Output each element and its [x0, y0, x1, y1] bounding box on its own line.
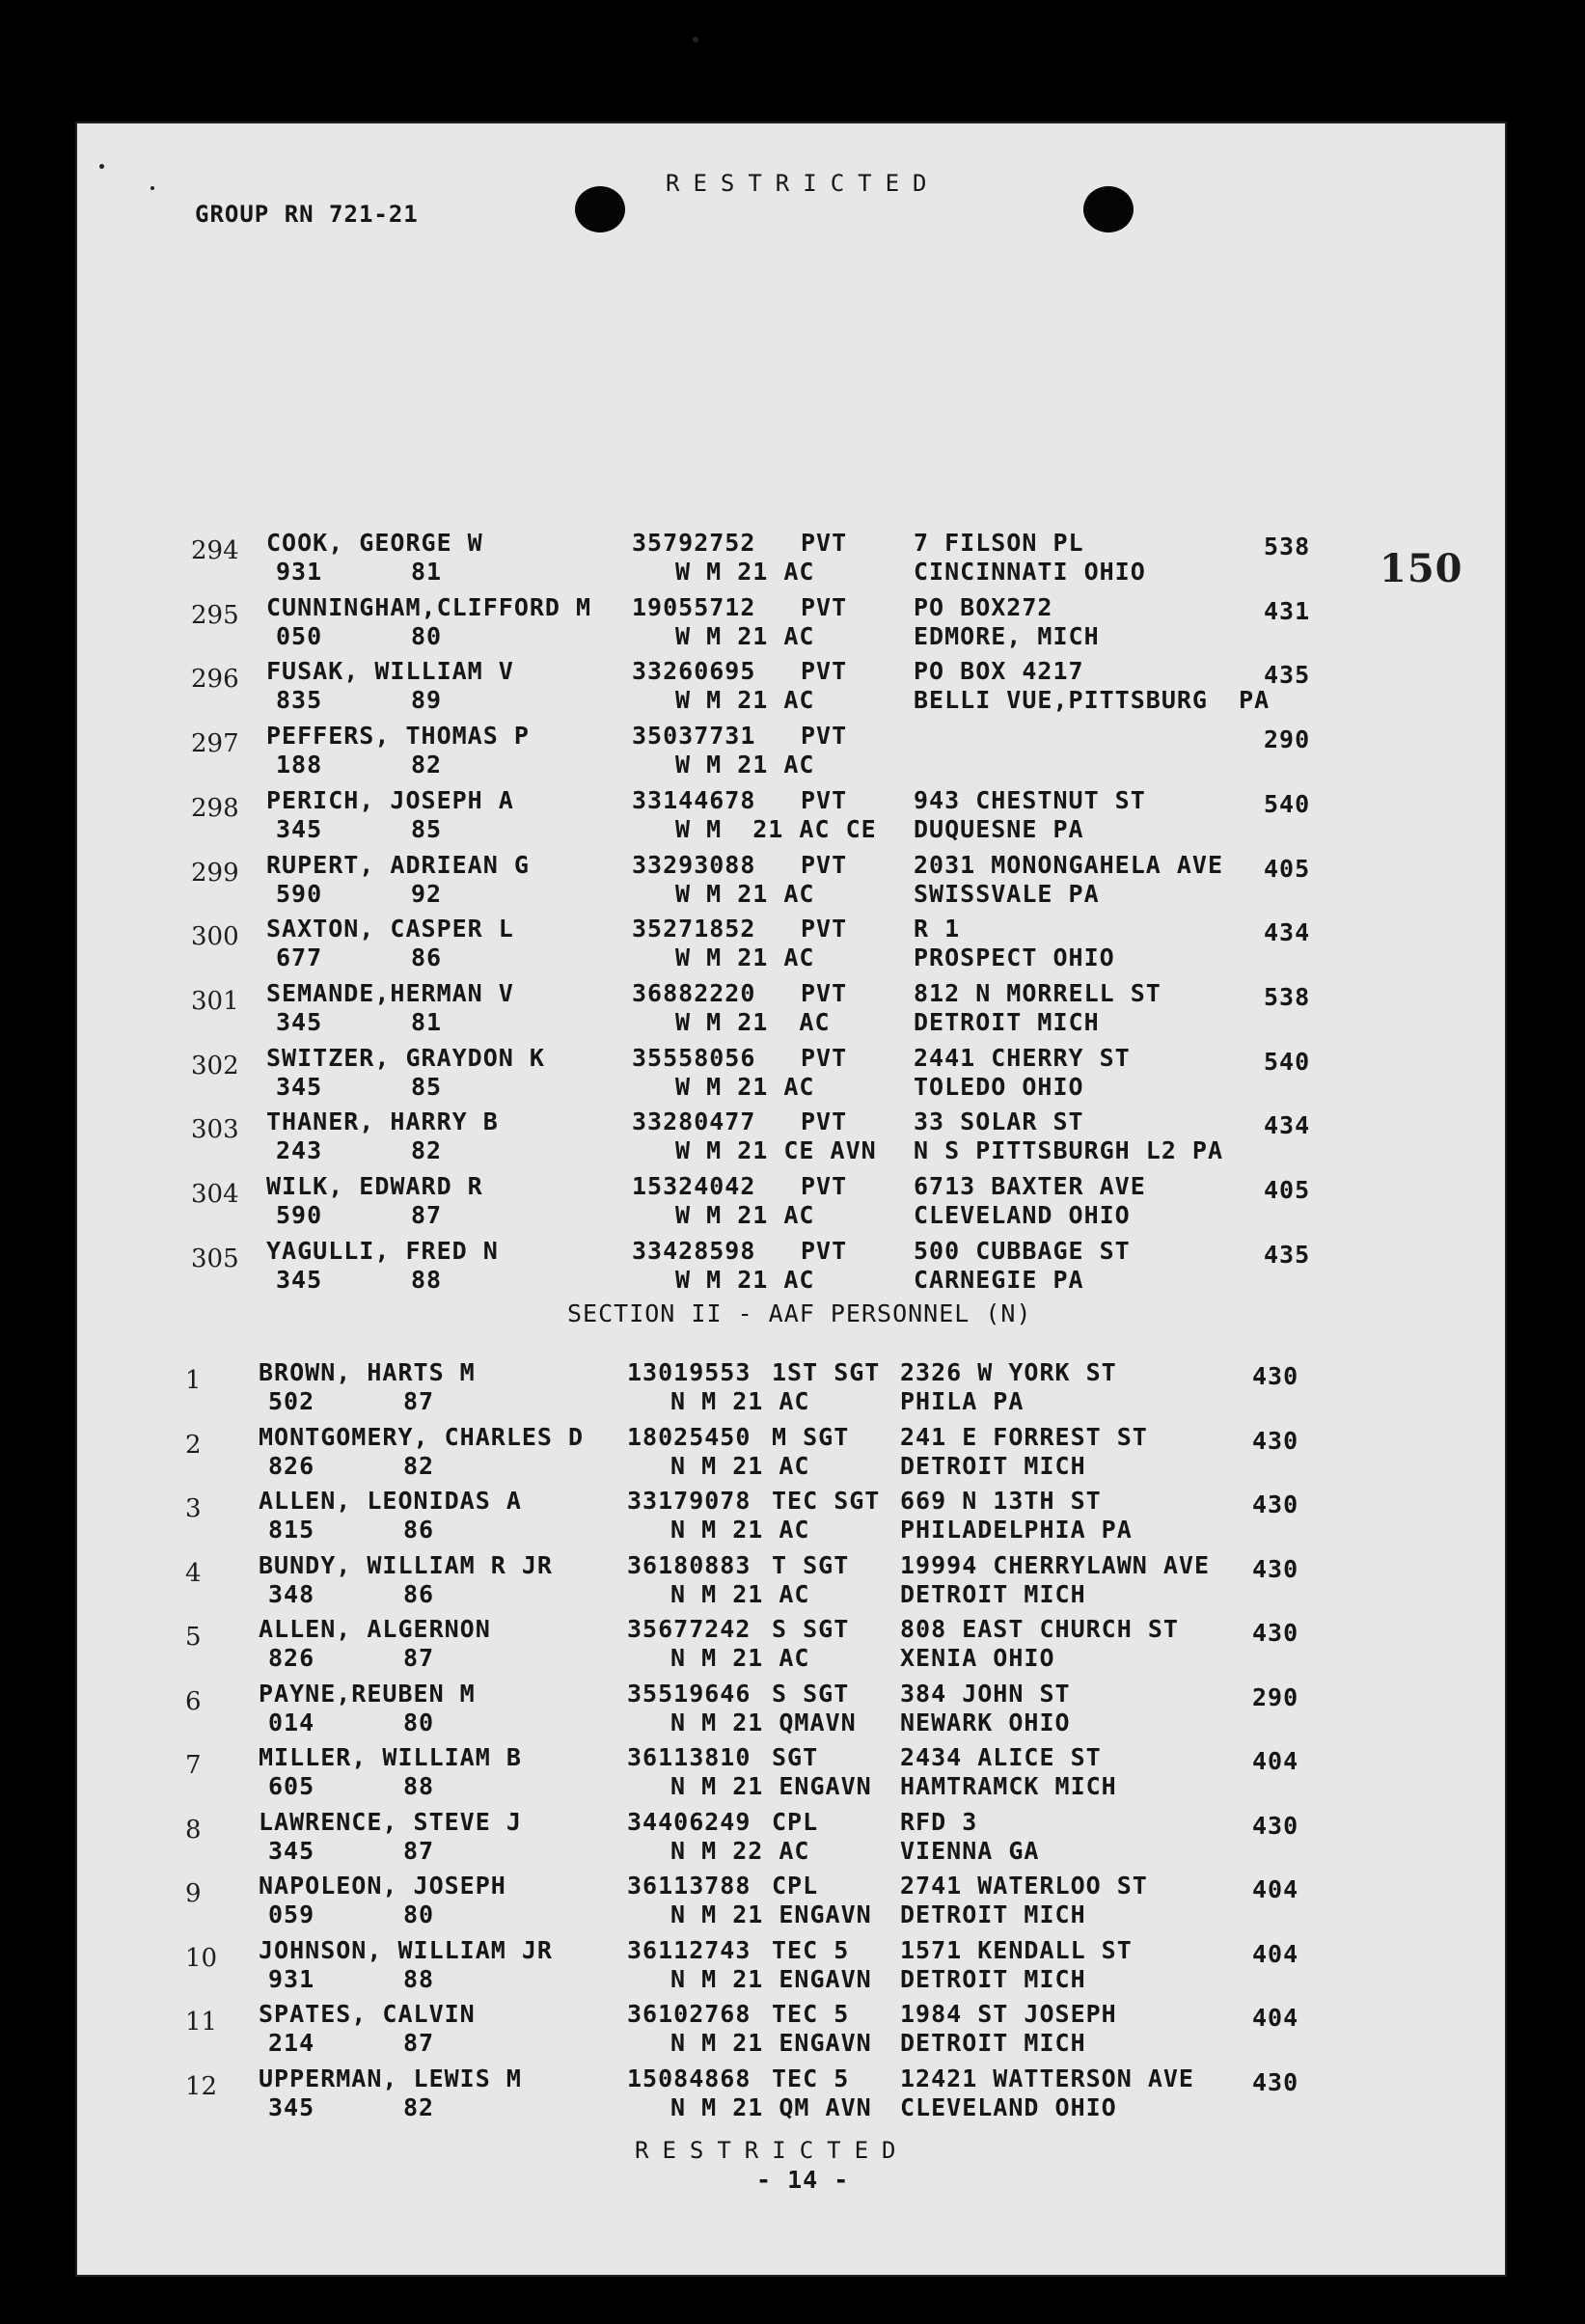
- address-line-1: 6713 BAXTER AVE: [914, 1172, 1146, 1200]
- person-name: UPPERMAN, LEWIS M: [259, 2064, 522, 2092]
- punch-hole-left: [575, 186, 625, 232]
- person-name: PEFFERS, THOMAS P: [266, 722, 530, 751]
- serial-number: 36882220: [632, 978, 756, 1007]
- status-code: W M 21 AC: [675, 1072, 815, 1101]
- person-name: YAGULLI, FRED N: [266, 1236, 499, 1265]
- address-line-2: PHILA PA: [900, 1387, 1025, 1415]
- rank: CPL: [772, 1872, 819, 1900]
- serial-number: 35792752: [632, 529, 756, 557]
- status-code: W M 21 AC: [675, 1265, 815, 1294]
- serial-number: 15324042: [632, 1172, 756, 1200]
- status-code: N M 21 AC: [670, 1516, 810, 1544]
- code-2: 87: [403, 1836, 435, 1865]
- address-line-2: VIENNA GA: [900, 1836, 1040, 1865]
- spec-code: 405: [1264, 854, 1311, 883]
- serial-number: 36113788: [627, 1872, 752, 1900]
- row-number: 294: [191, 536, 239, 565]
- row-number: 302: [191, 1051, 239, 1080]
- row-number: 305: [191, 1244, 239, 1273]
- serial-number: 35271852: [632, 915, 756, 943]
- code-1: 590: [276, 1201, 323, 1229]
- serial-number: 33144678: [632, 785, 756, 814]
- status-code: W M 21 AC: [675, 879, 815, 908]
- rank: PVT: [801, 850, 848, 879]
- code-2: 82: [403, 2092, 435, 2121]
- address-line-1: 1571 KENDALL ST: [900, 1935, 1133, 1964]
- code-2: 87: [403, 1644, 435, 1672]
- code-1: 502: [268, 1387, 315, 1415]
- spec-code: 404: [1252, 1747, 1299, 1775]
- row-number: 8: [185, 1815, 202, 1845]
- spec-code: 540: [1264, 789, 1311, 818]
- rank: PVT: [801, 785, 848, 814]
- row-number: 10: [185, 1943, 218, 1973]
- code-2: 82: [411, 1136, 443, 1165]
- code-1: 050: [276, 621, 323, 650]
- address-line-2: DUQUESNE PA: [914, 814, 1084, 843]
- row-number: 6: [185, 1686, 202, 1716]
- address-line-2: DETROIT MICH: [914, 1007, 1100, 1036]
- person-name: WILK, EDWARD R: [266, 1172, 483, 1200]
- address-line-2: DETROIT MICH: [900, 1964, 1086, 1993]
- status-code: N M 21 ENGAVN: [670, 1772, 872, 1800]
- row-number: 2: [185, 1430, 202, 1460]
- address-line-1: 19994 CHERRYLAWN AVE: [900, 1550, 1211, 1579]
- code-1: 345: [276, 1007, 323, 1036]
- code-2: 82: [403, 1451, 435, 1480]
- code-1: 214: [268, 2029, 315, 2057]
- code-1: 345: [276, 814, 323, 843]
- code-1: 059: [268, 1900, 315, 1928]
- rank: PVT: [801, 592, 848, 621]
- person-name: SWITZER, GRAYDON K: [266, 1043, 545, 1072]
- code-1: 014: [268, 1708, 315, 1736]
- address-line-1: 2741 WATERLOO ST: [900, 1872, 1148, 1900]
- address-line-1: 2326 W YORK ST: [900, 1358, 1117, 1386]
- code-2: 85: [411, 814, 443, 843]
- spec-code: 430: [1252, 1426, 1299, 1455]
- address-line-2: DETROIT MICH: [900, 1579, 1086, 1608]
- person-name: FUSAK, WILLIAM V: [266, 657, 514, 686]
- code-1: 826: [268, 1451, 315, 1480]
- person-name: BUNDY, WILLIAM R JR: [259, 1550, 553, 1579]
- spec-code: 435: [1264, 661, 1311, 690]
- status-code: N M 21 QMAVN: [670, 1708, 857, 1736]
- spec-code: 538: [1264, 533, 1311, 560]
- address-line-1: 2434 ALICE ST: [900, 1743, 1102, 1771]
- spec-code: 431: [1264, 596, 1311, 625]
- address-line-1: PO BOX272: [914, 592, 1053, 621]
- rank: S SGT: [772, 1679, 850, 1708]
- code-2: 86: [403, 1579, 435, 1608]
- address-line-2: DETROIT MICH: [900, 1900, 1086, 1928]
- address-line-1: RFD 3: [900, 1807, 978, 1836]
- address-line-2: NEWARK OHIO: [900, 1708, 1071, 1736]
- code-2: 85: [411, 1072, 443, 1101]
- person-name: ALLEN, LEONIDAS A: [259, 1487, 522, 1515]
- code-1: 931: [268, 1964, 315, 1993]
- code-1: 345: [268, 2092, 315, 2121]
- address-line-2: XENIA OHIO: [900, 1644, 1055, 1672]
- rank: TEC 5: [772, 1935, 850, 1964]
- spec-code: 404: [1252, 1939, 1299, 1968]
- address-line-1: 500 CUBBAGE ST: [914, 1236, 1131, 1265]
- spec-code: 404: [1252, 1875, 1299, 1903]
- rank: PVT: [801, 1107, 848, 1136]
- rank: PVT: [801, 1043, 848, 1072]
- row-number: 295: [191, 600, 239, 630]
- spec-code: 430: [1252, 1811, 1299, 1840]
- address-line-1: PO BOX 4217: [914, 657, 1084, 686]
- code-1: 345: [268, 1836, 315, 1865]
- address-line-2: N S PITTSBURGH L2 PA: [914, 1136, 1224, 1165]
- code-1: 188: [276, 751, 323, 779]
- status-code: N M 21 ENGAVN: [670, 2029, 872, 2057]
- rank: PVT: [801, 1172, 848, 1200]
- address-line-1: 2031 MONONGAHELA AVE: [914, 850, 1224, 879]
- code-2: 86: [403, 1516, 435, 1544]
- address-line-2: BELLI VUE,PITTSBURG PA: [914, 686, 1271, 715]
- row-number: 4: [185, 1558, 202, 1588]
- person-name: JOHNSON, WILLIAM JR: [259, 1935, 553, 1964]
- row-number: 303: [191, 1115, 239, 1145]
- spec-code: 430: [1252, 1619, 1299, 1647]
- spec-code: 430: [1252, 1554, 1299, 1583]
- rank: SGT: [772, 1743, 819, 1771]
- address-line-1: R 1: [914, 915, 961, 943]
- footer-page-number: - 14 -: [756, 2166, 850, 2194]
- status-code: W M 21 CE AVN: [675, 1136, 877, 1165]
- dust-speck: [693, 37, 698, 42]
- serial-number: 35037731: [632, 722, 756, 751]
- address-line-2: CLEVELAND OHIO: [914, 1201, 1131, 1229]
- spec-code: 435: [1264, 1240, 1311, 1269]
- person-name: NAPOLEON, JOSEPH: [259, 1872, 506, 1900]
- row-number: 300: [191, 922, 239, 952]
- address-line-2: CINCINNATI OHIO: [914, 558, 1146, 586]
- dust-speck: [150, 186, 154, 190]
- row-number: 12: [185, 2071, 218, 2101]
- address-line-2: HAMTRAMCK MICH: [900, 1772, 1117, 1800]
- serial-number: 36180883: [627, 1550, 752, 1579]
- status-code: W M 21 AC: [675, 1201, 815, 1229]
- person-name: THANER, HARRY B: [266, 1107, 499, 1136]
- code-2: 89: [411, 686, 443, 715]
- row-number: 298: [191, 793, 239, 823]
- rank: PVT: [801, 722, 848, 751]
- row-number: 296: [191, 665, 239, 695]
- serial-number: 19055712: [632, 592, 756, 621]
- row-number: 304: [191, 1180, 239, 1209]
- person-name: PERICH, JOSEPH A: [266, 785, 514, 814]
- row-number: 1: [185, 1366, 202, 1395]
- person-name: SAXTON, CASPER L: [266, 915, 514, 943]
- rank: TEC SGT: [772, 1487, 881, 1515]
- serial-number: 36102768: [627, 2000, 752, 2028]
- status-code: W M 21 AC: [675, 558, 815, 586]
- serial-number: 36112743: [627, 1935, 752, 1964]
- serial-number: 15084868: [627, 2064, 752, 2092]
- spec-code: 290: [1252, 1682, 1299, 1711]
- code-1: 243: [276, 1136, 323, 1165]
- row-number: 301: [191, 986, 239, 1016]
- person-name: COOK, GEORGE W: [266, 529, 483, 557]
- person-name: CUNNINGHAM,CLIFFORD M: [266, 592, 592, 621]
- spec-code: 434: [1264, 1111, 1311, 1140]
- serial-number: 35558056: [632, 1043, 756, 1072]
- status-code: W M 21 AC: [675, 621, 815, 650]
- row-number: 9: [185, 1879, 202, 1908]
- person-name: PAYNE,REUBEN M: [259, 1679, 476, 1708]
- code-2: 88: [403, 1772, 435, 1800]
- section-2-title: SECTION II - AAF PERSONNEL (N): [567, 1299, 1032, 1327]
- address-line-2: PHILADELPHIA PA: [900, 1516, 1133, 1544]
- address-line-2: CLEVELAND OHIO: [900, 2092, 1117, 2121]
- status-code: N M 21 QM AVN: [670, 2092, 872, 2121]
- code-2: 88: [403, 1964, 435, 1993]
- rank: S SGT: [772, 1615, 850, 1643]
- spec-code: 430: [1252, 2067, 1299, 2096]
- address-line-1: 1984 ST JOSEPH: [900, 2000, 1117, 2028]
- address-line-1: 241 E FORREST ST: [900, 1422, 1148, 1451]
- status-code: N M 22 AC: [670, 1836, 810, 1865]
- address-line-1: 812 N MORRELL ST: [914, 978, 1161, 1007]
- code-1: 826: [268, 1644, 315, 1672]
- status-code: W M 21 AC: [675, 751, 815, 779]
- serial-number: 33428598: [632, 1236, 756, 1265]
- person-name: SEMANDE,HERMAN V: [266, 978, 514, 1007]
- serial-number: 33260695: [632, 657, 756, 686]
- code-1: 835: [276, 686, 323, 715]
- person-name: MONTGOMERY, CHARLES D: [259, 1422, 585, 1451]
- code-2: 87: [411, 1201, 443, 1229]
- rank: CPL: [772, 1807, 819, 1836]
- rank: 1ST SGT: [772, 1358, 881, 1386]
- rank: PVT: [801, 978, 848, 1007]
- serial-number: 35677242: [627, 1615, 752, 1643]
- address-line-2: EDMORE, MICH: [914, 621, 1100, 650]
- address-line-2: DETROIT MICH: [900, 2029, 1086, 2057]
- punch-hole-right: [1083, 186, 1134, 232]
- serial-number: 33293088: [632, 850, 756, 879]
- row-number: 299: [191, 858, 239, 888]
- rank: TEC 5: [772, 2064, 850, 2092]
- status-code: W M 21 AC: [675, 943, 815, 972]
- spec-code: 430: [1252, 1490, 1299, 1518]
- code-2: 87: [403, 2029, 435, 2057]
- code-2: 80: [403, 1708, 435, 1736]
- rank: T SGT: [772, 1550, 850, 1579]
- code-2: 80: [411, 621, 443, 650]
- code-1: 348: [268, 1579, 315, 1608]
- rank: PVT: [801, 1236, 848, 1265]
- serial-number: 35519646: [627, 1679, 752, 1708]
- rank: PVT: [801, 915, 848, 943]
- address-line-2: CARNEGIE PA: [914, 1265, 1084, 1294]
- address-line-2: TOLEDO OHIO: [914, 1072, 1084, 1101]
- restricted-header: RESTRICTED: [666, 170, 941, 197]
- code-2: 82: [411, 751, 443, 779]
- person-name: SPATES, CALVIN: [259, 2000, 476, 2028]
- code-1: 605: [268, 1772, 315, 1800]
- status-code: N M 21 AC: [670, 1387, 810, 1415]
- status-code: W M 21 AC: [675, 1007, 831, 1036]
- address-line-1: 12421 WATTERSON AVE: [900, 2064, 1194, 2092]
- row-number: 5: [185, 1623, 202, 1652]
- page-stamp-number: 150: [1380, 546, 1463, 591]
- person-name: BROWN, HARTS M: [259, 1358, 476, 1386]
- code-1: 345: [276, 1072, 323, 1101]
- spec-code: 405: [1264, 1176, 1311, 1204]
- rank: M SGT: [772, 1422, 850, 1451]
- spec-code: 290: [1264, 725, 1311, 754]
- address-line-1: 2441 CHERRY ST: [914, 1043, 1131, 1072]
- person-name: MILLER, WILLIAM B: [259, 1743, 522, 1771]
- code-2: 92: [411, 879, 443, 908]
- spec-code: 430: [1252, 1362, 1299, 1390]
- spec-code: 434: [1264, 918, 1311, 947]
- spec-code: 538: [1264, 982, 1311, 1011]
- serial-number: 36113810: [627, 1743, 752, 1771]
- rank: PVT: [801, 529, 848, 557]
- row-number: 3: [185, 1494, 202, 1523]
- address-line-1: 943 CHESTNUT ST: [914, 785, 1146, 814]
- address-line-2: SWISSVALE PA: [914, 879, 1100, 908]
- person-name: ALLEN, ALGERNON: [259, 1615, 491, 1643]
- dust-speck: [99, 164, 104, 169]
- address-line-2: PROSPECT OHIO: [914, 943, 1115, 972]
- code-2: 80: [403, 1900, 435, 1928]
- code-2: 86: [411, 943, 443, 972]
- status-code: N M 21 ENGAVN: [670, 1900, 872, 1928]
- serial-number: 34406249: [627, 1807, 752, 1836]
- code-2: 87: [403, 1387, 435, 1415]
- serial-number: 33179078: [627, 1487, 752, 1515]
- code-2: 81: [411, 558, 443, 586]
- status-code: N M 21 AC: [670, 1644, 810, 1672]
- status-code: W M 21 AC: [675, 686, 815, 715]
- spec-code: 404: [1252, 2004, 1299, 2032]
- restricted-footer: RESTRICTED: [635, 2137, 910, 2164]
- serial-number: 13019553: [627, 1358, 752, 1386]
- code-2: 81: [411, 1007, 443, 1036]
- address-line-1: 669 N 13TH ST: [900, 1487, 1102, 1515]
- status-code: W M 21 AC CE: [675, 814, 877, 843]
- status-code: N M 21 AC: [670, 1451, 810, 1480]
- code-1: 815: [268, 1516, 315, 1544]
- code-1: 590: [276, 879, 323, 908]
- rank: TEC 5: [772, 2000, 850, 2028]
- row-number: 11: [185, 2008, 218, 2037]
- code-1: 931: [276, 558, 323, 586]
- address-line-1: 7 FILSON PL: [914, 529, 1084, 557]
- status-code: N M 21 AC: [670, 1579, 810, 1608]
- person-name: LAWRENCE, STEVE J: [259, 1807, 522, 1836]
- row-number: 7: [185, 1751, 202, 1780]
- spec-code: 540: [1264, 1047, 1311, 1076]
- code-1: 345: [276, 1265, 323, 1294]
- code-2: 88: [411, 1265, 443, 1294]
- serial-number: 18025450: [627, 1422, 752, 1451]
- address-line-1: 384 JOHN ST: [900, 1679, 1071, 1708]
- code-1: 677: [276, 943, 323, 972]
- rank: PVT: [801, 657, 848, 686]
- address-line-2: DETROIT MICH: [900, 1451, 1086, 1480]
- row-number: 297: [191, 729, 239, 759]
- serial-number: 33280477: [632, 1107, 756, 1136]
- group-code: GROUP RN 721-21: [195, 201, 419, 228]
- status-code: N M 21 ENGAVN: [670, 1964, 872, 1993]
- person-name: RUPERT, ADRIEAN G: [266, 850, 530, 879]
- address-line-1: 808 EAST CHURCH ST: [900, 1615, 1179, 1643]
- address-line-1: 33 SOLAR ST: [914, 1107, 1084, 1136]
